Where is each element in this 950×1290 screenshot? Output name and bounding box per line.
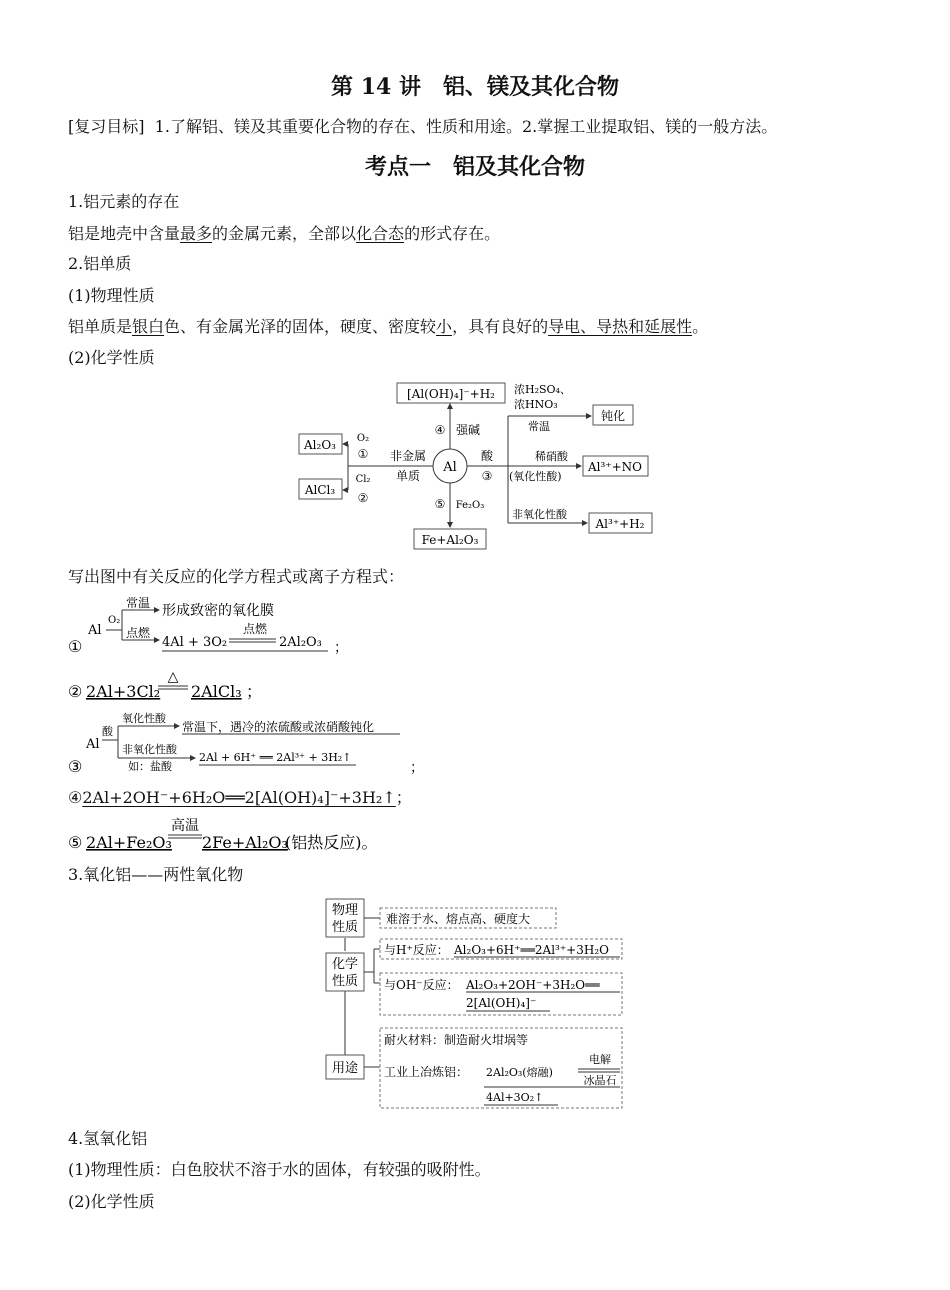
alumina-diagram	[320, 893, 630, 1113]
p1-answer-a: 最多	[180, 224, 213, 243]
eq1-eq-cond: 点燃	[243, 622, 268, 636]
chem-label-2: 性质	[331, 974, 359, 989]
heading-4: 4.氢氧化铝	[68, 1129, 148, 1148]
eq3-result2: 2Al + 6H⁺ ══ 2Al³⁺ + 3H₂↑	[199, 751, 352, 764]
eq1-end: ；	[334, 640, 348, 656]
eq3-example: 如：盐酸	[128, 760, 172, 773]
cl2-product: AlCl₃	[304, 483, 336, 497]
instruction: 写出图中有关反应的化学方程式或离子方程式：	[68, 567, 405, 586]
phys-text: 难溶于水、熔点高、硬度大	[386, 912, 531, 926]
use-label: 用途	[331, 1061, 359, 1076]
passivation-label: 钝化	[600, 409, 626, 423]
eq1-o2: O₂	[108, 615, 121, 626]
top-product-label: [Al(OH)₄]⁻+H₂	[406, 387, 496, 401]
eq5-end: (铝热反应)。	[285, 833, 378, 852]
cl2-label: Cl₂	[355, 474, 371, 485]
page-title: 第 14 讲 铝、镁及其化合物	[331, 74, 619, 100]
equation-2	[66, 664, 286, 708]
left-group-label-2: 单质	[395, 469, 421, 483]
o2-label: O₂	[356, 433, 370, 444]
subheading-chemical: (2)化学性质	[68, 348, 155, 367]
eq1-left: 4Al + 3O₂	[162, 635, 228, 650]
bottom-reagent: Fe₂O₃	[455, 500, 485, 511]
oh-reaction-label: 与OH⁻反应：	[384, 978, 459, 992]
o2-num: ①	[357, 447, 369, 461]
use-text-2-eq: 2Al₂O₃(熔融)	[486, 1066, 553, 1079]
h-reaction-label: 与H⁺反应：	[384, 943, 449, 957]
nonox-product: Al³⁺+H₂	[595, 517, 645, 531]
use-text-2-cond1: 电解	[589, 1053, 611, 1066]
equation-5	[66, 814, 406, 858]
eq4-num: ④	[68, 788, 83, 807]
hydroxide-chemical-heading: (2)化学性质	[68, 1192, 155, 1211]
p1-answer-b: 化合态	[356, 224, 405, 243]
o2-product: Al₂O₃	[304, 438, 336, 452]
use-text-2-cond2: 冰晶石	[583, 1074, 617, 1087]
equation-4	[68, 788, 412, 808]
phys-label-2: 性质	[331, 920, 359, 935]
phys-label-1: 物理	[331, 903, 359, 918]
eq2-left: 2Al+3Cl₂	[86, 682, 161, 701]
eq3-branch2: 非氧化性酸	[122, 743, 177, 756]
paragraph-2	[68, 317, 708, 337]
eq1-num: ①	[68, 637, 83, 656]
goals-label: [复习目标]	[68, 117, 145, 136]
goals-text: 1.了解铝、镁及其重要化合物的存在、性质和用途。2.掌握工业提取铝、镁的一般方法。	[154, 117, 778, 136]
p1-text-b: 的金属元素，全部以	[212, 224, 357, 243]
eq2-right: 2AlCl₃	[191, 682, 242, 701]
eq4-end: ；	[395, 788, 412, 807]
cl2-num: ②	[357, 491, 369, 505]
eq1-al: Al	[88, 623, 102, 638]
hydroxide-physical: (1)物理性质：白色胶状不溶于水的固体，有较强的吸附性。	[68, 1160, 491, 1179]
acid-num: ③	[481, 469, 493, 483]
eq5-cond: 高温	[171, 818, 199, 834]
eq4-text: 2Al+2OH⁻+6H₂O══2[Al(OH)₄]⁻+3H₂↑	[82, 788, 396, 807]
bottom-product: Fe+Al₂O₃	[421, 533, 479, 547]
eq2-num: ②	[68, 682, 83, 701]
dilute-acid: 稀硝酸	[535, 450, 568, 463]
p2-text-b: 色、有金属光泽的固体，硬度、密度较	[164, 317, 437, 336]
nonox-acid: 非氧化性酸	[512, 508, 567, 521]
eq3-acid: 酸	[102, 725, 113, 738]
heading-1: 1.铝元素的存在	[68, 192, 180, 211]
use-text-2-label: 工业上冶炼铝：	[384, 1065, 469, 1079]
eq2-end: ；	[246, 682, 263, 701]
chem-label-1: 化学	[331, 957, 359, 972]
eq1-cond2: 点燃	[126, 626, 151, 640]
equation-3	[66, 710, 426, 776]
p2-answer-b: 小	[436, 317, 453, 336]
eq1-cond1: 常温	[126, 596, 151, 610]
oh-reaction-eq-2: 2[Al(OH)₄]⁻	[466, 996, 537, 1010]
use-text-2-right: 4Al+3O₂↑	[486, 1091, 544, 1104]
equation-1	[66, 596, 366, 662]
p2-text-c: ，具有良好的	[452, 317, 549, 336]
aluminum-reaction-diagram	[290, 378, 660, 553]
eq3-result1: 常温下，遇冷的浓硫酸或浓硝酸钝化	[182, 720, 375, 734]
conc-acid-1: 浓H₂SO₄、	[514, 383, 571, 396]
oh-reaction-eq-1: Al₂O₃+2OH⁻+3H₂O══	[466, 978, 600, 992]
conc-acid-2: 浓HNO₃	[514, 398, 558, 411]
eq1-right: 2Al₂O₃	[279, 635, 322, 650]
review-goals	[68, 117, 777, 137]
top-num: ④	[434, 423, 446, 437]
h-reaction-eq: Al₂O₃+6H⁺══2Al³⁺+3H₂O	[454, 943, 609, 957]
eq3-num: ③	[68, 757, 83, 776]
p2-answer-a: 银白	[132, 317, 165, 336]
subheading-physical: (1)物理性质	[68, 286, 155, 305]
section-title: 考点一 铝及其化合物	[364, 154, 585, 180]
room-temp-label: 常温	[528, 420, 550, 433]
use-text-1: 耐火材料：制造耐火坩埚等	[384, 1033, 529, 1047]
p1-text-a: 铝是地壳中含量	[68, 224, 181, 243]
paragraph-1	[68, 224, 500, 244]
eq1-result1: 形成致密的氧化膜	[162, 603, 274, 619]
eq5-right: 2Fe+Al₂O₃	[202, 833, 288, 852]
oxidizing-acid: (氧化性酸)	[509, 470, 562, 483]
eq5-num: ⑤	[68, 833, 83, 852]
eq3-branch1: 氧化性酸	[122, 712, 166, 725]
al-center-label: Al	[443, 460, 457, 475]
p2-text-a: 铝单质是	[68, 317, 133, 336]
eq5-left: 2Al+Fe₂O₃	[86, 833, 172, 852]
acid-label: 酸	[480, 449, 494, 463]
left-group-label: 非金属	[389, 449, 427, 463]
heading-3: 3.氧化铝——两性氧化物	[68, 865, 244, 884]
p1-text-c: 的形式存在。	[404, 224, 501, 243]
p2-text-d: 。	[692, 317, 709, 336]
heading-2: 2.铝单质	[68, 254, 132, 273]
eq2-cond: △	[167, 669, 179, 685]
bottom-num: ⑤	[434, 497, 446, 511]
eq3-end: ；	[410, 760, 424, 776]
top-reagent: 强碱	[455, 423, 481, 437]
eq3-al: Al	[86, 737, 100, 752]
p2-answer-c: 导电、导热和延展性	[548, 317, 693, 336]
nitric-product: Al³⁺+NO	[587, 460, 643, 474]
